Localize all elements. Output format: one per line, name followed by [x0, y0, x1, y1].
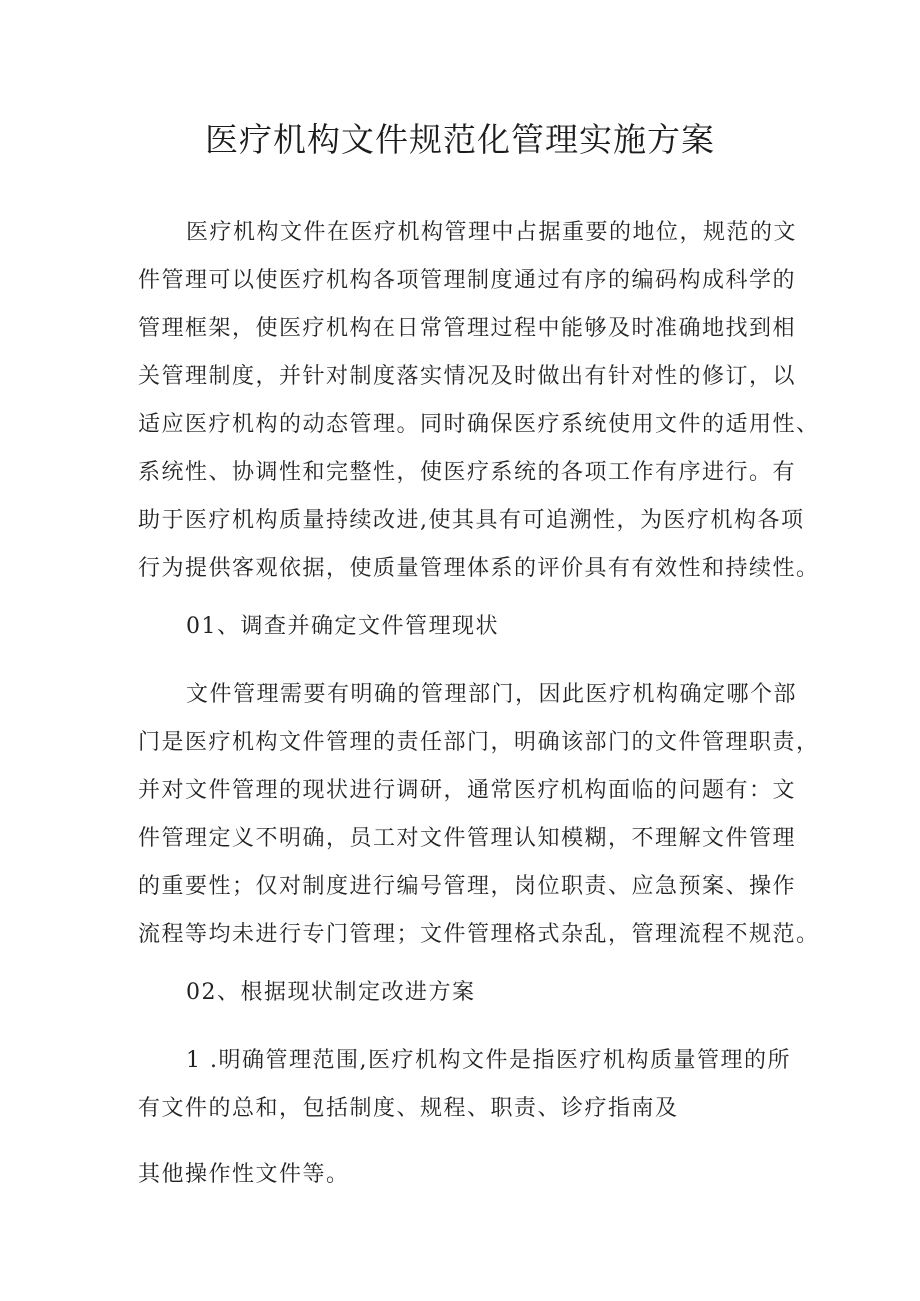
trailing-line: 其他操作性文件等。	[138, 1162, 350, 1187]
intro-line: 管理框架，使医疗机构在日常管理过程中能够及时准确地找到相	[138, 316, 797, 341]
intro-line: 助于医疗机构质量持续改进,使其具有可追溯性，为医疗机构各项	[138, 508, 805, 533]
document-title: 医疗机构文件规范化管理实施方案	[205, 120, 715, 159]
section-1-line: 文件管理需要有明确的管理部门，因此医疗机构确定哪个部	[186, 682, 798, 707]
section-1-heading: 01、调查并确定文件管理现状	[186, 614, 499, 639]
section-1-line: 流程等均未进行专门管理；文件管理格式杂乱，管理流程不规范。	[138, 922, 820, 947]
section-2-heading: 02、根据现状制定改进方案	[186, 980, 476, 1005]
item-1-line: 有文件的总和，包括制度、规程、职责、诊疗指南及	[138, 1096, 679, 1121]
section-1-line: 的重要性；仅对制度进行编号管理，岗位职责、应急预案、操作	[138, 874, 797, 899]
intro-line: 行为提供客观依据，使质量管理体系的评价具有有效性和持续性。	[138, 556, 820, 581]
intro-line: 关管理制度，并针对制度落实情况及时做出有针对性的修订，以	[138, 364, 797, 389]
intro-line: 适应医疗机构的动态管理。同时确保医疗系统使用文件的适用性、	[138, 412, 820, 437]
intro-line: 医疗机构文件在医疗机构管理中占据重要的地位，规范的文	[186, 220, 798, 245]
section-1-line: 并对文件管理的现状进行调研，通常医疗机构面临的问题有：文	[138, 778, 797, 803]
section-1-line: 门是医疗机构文件管理的责任部门，明确该部门的文件管理职责，	[138, 730, 820, 755]
intro-line: 件管理可以使医疗机构各项管理制度通过有序的编码构成科学的	[138, 268, 797, 293]
item-1-line: 1 .明确管理范围,医疗机构文件是指医疗机构质量管理的所	[186, 1048, 791, 1073]
section-1-line: 件管理定义不明确，员工对文件管理认知模糊，不理解文件管理	[138, 826, 797, 851]
intro-line: 系统性、协调性和完整性，使医疗系统的各项工作有序进行。有	[138, 460, 797, 485]
